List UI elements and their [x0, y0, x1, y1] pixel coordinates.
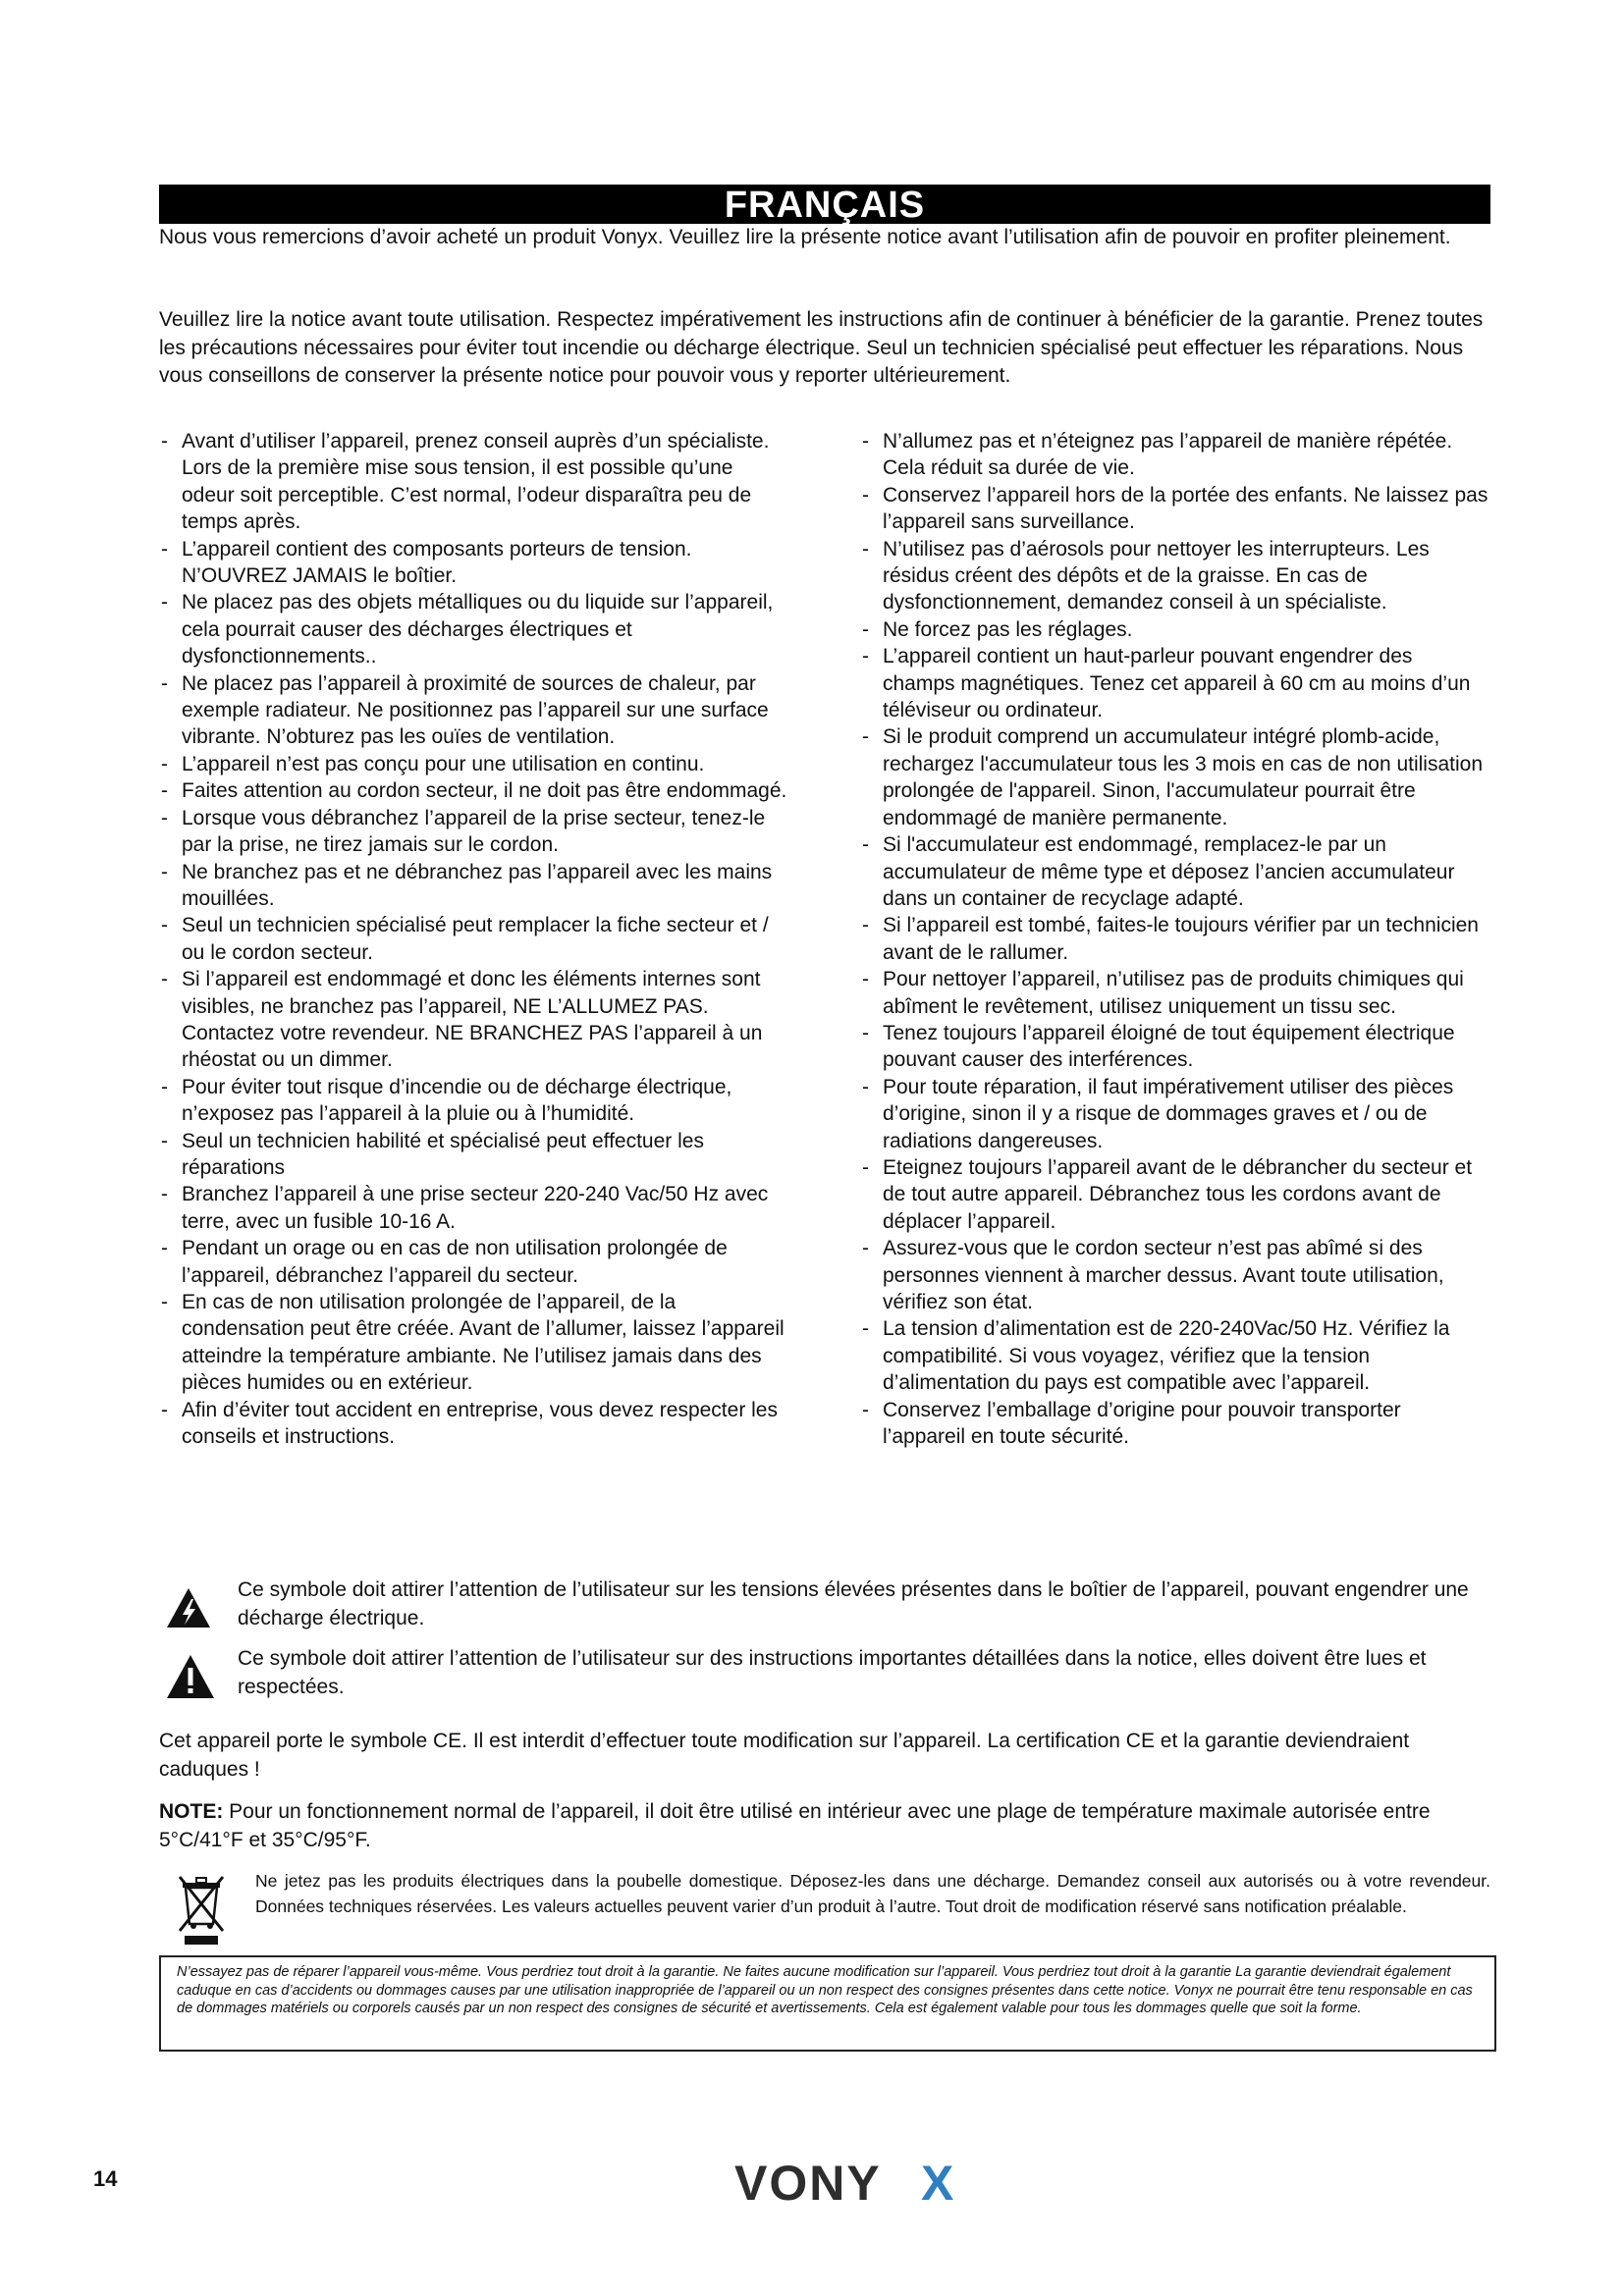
list-item: - Pour nettoyer l’appareil, n’utilisez pas de produits chimiques qui abîment le revêtement, utilisez uniquement un tissu sec.: [860, 966, 1489, 1020]
list-item: - Seul un technicien habilité et spécialisé peut effectuer les réparations: [159, 1128, 787, 1182]
list-item: - Afin d’éviter tout accident en entreprise, vous devez respecter les conseils et instructions.: [159, 1397, 787, 1451]
list-item: - Pour éviter tout risque d’incendie ou de décharge électrique, n’exposez pas l’appareil à la pluie ou à l’humidité.: [159, 1074, 787, 1128]
list-item: - Avant d’utiliser l’appareil, prenez conseil auprès d’un spécialiste. Lors de la première mise sous tension, il est possible qu’une odeur soit perceptible. C’est normal, l’odeur disparaîtra peu de temps après.: [159, 428, 787, 536]
list-item: - La tension d’alimentation est de 220-240Vac/50 Hz. Vérifiez la compatibilité. Si vous voyagez, vérifiez que la tension d’alimentation du pays est compatible avec l’appareil.: [860, 1315, 1489, 1396]
list-item: - L’appareil n’est pas conçu pour une utilisation en continu.: [159, 751, 787, 777]
list-item: - Conservez l’appareil hors de la portée des enfants. Ne laissez pas l’appareil sans surveillance.: [860, 482, 1489, 536]
safety-list-left: [159, 428, 787, 1450]
list-item: - Pendant un orage ou en cas de non utilisation prolongée de l’appareil, débranchez l’appareil du secteur.: [159, 1235, 787, 1289]
list-item: - Branchez l’appareil à une prise secteur 220-240 Vac/50 Hz avec terre, avec un fusible 10-16 A.: [159, 1181, 787, 1235]
important-warning-text: Ce symbole doit attirer l’attention de l’utilisateur sur des instructions importantes détaillées dans la notice, elles doivent être lues et respectées.: [238, 1647, 1427, 1698]
warning-intro-paragraph: Veuillez lire la notice avant toute utilisation. Respectez impérativement les instructions afin de continuer à bénéficier de la garantie. Prenez toutes les précautions nécessaires pour éviter tout incendie ou décharge électrique. Seul un technicien spécialisé peut effectuer les réparations. Nous vous conseillons de conserver la présente notice pour pouvoir vous y reporter ultérieurement.: [159, 308, 1484, 387]
list-item: - Si l'accumulateur est endommagé, remplacez-le par un accumulateur de même type et déposez l’ancien accumulateur dans un container de recyclage adapté.: [860, 831, 1489, 912]
list-item: - Tenez toujours l’appareil éloigné de tout équipement électrique pouvant causer des interférences.: [860, 1020, 1489, 1074]
disclaimer-box: [159, 1955, 1496, 2052]
logo-x-letter: X: [921, 2157, 954, 2208]
intro-paragraph: Nous vous remercions d’avoir acheté un produit Vonyx. Veuillez lire la présente notice avant l’utilisation afin de pouvoir en profiter pleinement.: [159, 226, 1451, 248]
list-item: - Si l’appareil est tombé, faites-le toujours vérifier par un technicien avant de le rallumer.: [860, 912, 1489, 966]
list-item: - Assurez-vous que le cordon secteur n’est pas abîmé si des personnes viennent à marcher dessus. Avant toute utilisation, vérifiez son état.: [860, 1235, 1489, 1315]
list-item: - L’appareil contient des composants porteurs de tension. N’OUVREZ JAMAIS le boîtier.: [159, 536, 787, 590]
voltage-warning: [159, 1576, 1494, 1632]
weee-text: Ne jetez pas les produits électriques dans la poubelle domestique. Déposez-les dans une décharge. Demandez conseil aux autorisés ou à votre revendeur. Données techniques réservées. Les valeurs actuelles peuvent varier d’un produit à l’autre. Tout droit de modification réservé sans notification préalable.: [255, 1871, 1490, 1916]
high-voltage-icon: [165, 1586, 212, 1629]
list-item: - Seul un technicien spécialisé peut remplacer la fiche secteur et / ou le cordon secteur.: [159, 912, 787, 966]
ce-paragraph: Cet appareil porte le symbole CE. Il est interdit d’effectuer toute modification sur l’appareil. La certification CE et la garantie deviendraient caduques !: [159, 1730, 1410, 1781]
important-warning: [159, 1645, 1494, 1701]
exclamation-warning-icon: [165, 1653, 216, 1700]
section-title: FRANÇAIS: [724, 185, 926, 226]
voltage-warning-text: Ce symbole doit attirer l’attention de l’utilisateur sur les tensions élevées présentes dans le boîtier de l’appareil, pouvant engendrer une décharge électrique.: [238, 1578, 1469, 1629]
list-item: - N’utilisez pas d’aérosols pour nettoyer les interrupteurs. Les résidus créent des dépôts et de la graisse. En cas de dysfonctionnement, demandez conseil à un spécialiste.: [860, 536, 1489, 616]
safety-list-right: [860, 428, 1489, 1450]
list-item: - Pour toute réparation, il faut impérativement utiliser des pièces d’origine, sinon il y a risque de dommages graves et / ou de radiations dangereuses.: [860, 1074, 1489, 1154]
list-item: - N’allumez pas et n’éteignez pas l’appareil de manière répétée. Cela réduit sa durée de vie.: [860, 428, 1489, 482]
list-item: - Eteignez toujours l’appareil avant de le débrancher du secteur et de tout autre appareil. Débranchez tous les cordons avant de déplacer l’appareil.: [860, 1154, 1489, 1235]
page-number: 14: [93, 2166, 118, 2191]
list-item: - Ne placez pas l’appareil à proximité de sources de chaleur, par exemple radiateur. Ne positionnez pas l’appareil sur une surface vibrante. N’obturez pas les ouïes de ventilation.: [159, 670, 787, 751]
list-item: - Faites attention au cordon secteur, il ne doit pas être endommagé.: [159, 777, 787, 804]
list-item: - Ne branchez pas et ne débranchez pas l’appareil avec les mains mouillées.: [159, 859, 787, 913]
note-paragraph: [159, 1798, 1494, 1854]
list-item: - Lorsque vous débranchez l’appareil de la prise secteur, tenez-le par la prise, ne tirez jamais sur le cordon.: [159, 805, 787, 859]
vonyx-logo: [734, 2157, 974, 2208]
list-item: - Si l’appareil est endommagé et donc les éléments internes sont visibles, ne branchez pas l’appareil, NE L’ALLUMEZ PAS. Contactez votre revendeur. NE BRANCHEZ PAS l’appareil à un rhéostat ou un dimmer.: [159, 966, 787, 1074]
list-item: - Ne forcez pas les réglages.: [860, 616, 1489, 643]
section-title-bar: [159, 185, 1490, 224]
disclaimer-text: N’essayez pas de réparer l’appareil vous-même. Vous perdriez tout droit à la garantie. Ne faites aucune modification sur l’appareil. Vous perdriez tout droit à la garantie La garantie deviendrait également caduque en cas d’accidents ou dommages causes par une utilisation inappropriée de l’appareil ou un non respect des consignes présentes dans cette notice. Vonyx ne pourrait être tenu responsable en cas de dommages matériels ou corporels causés par un non respect des consignes de sécurité et avertissements. Cela est également valable pour tous les dommages quelle que soit la forme.: [177, 1964, 1473, 2017]
weee-bin-icon: [177, 1873, 226, 1948]
list-item: - Conservez l’emballage d’origine pour pouvoir transporter l’appareil en toute sécurité.: [860, 1397, 1489, 1451]
list-item: - En cas de non utilisation prolongée de l’appareil, de la condensation peut être créée. Avant de l’allumer, laissez l’appareil atteindre la température ambiante. Ne l’utilisez jamais dans des pièces humides ou en extérieur.: [159, 1289, 787, 1397]
note-label: NOTE:: [159, 1800, 224, 1823]
logo-letters: VONY: [734, 2157, 882, 2208]
list-item: - Si le produit comprend un accumulateur intégré plomb-acide, rechargez l'accumulateur tous les 3 mois en cas de non utilisation prolongée de l'appareil. Sinon, l'accumulateur pourrait être endommagé de manière permanente.: [860, 723, 1489, 831]
list-item: - L’appareil contient un haut-parleur pouvant engendrer des champs magnétiques. Tenez cet appareil à 60 cm au moins d’un téléviseur ou ordinateur.: [860, 643, 1489, 723]
note-text: Pour un fonctionnement normal de l’appareil, il doit être utilisé en intérieur avec une plage de température maximale autorisée entre 5°C/41°F et 35°C/95°F.: [159, 1800, 1431, 1851]
list-item: - Ne placez pas des objets métalliques ou du liquide sur l’appareil, cela pourrait causer des décharges électriques et dysfonctionnements..: [159, 589, 787, 669]
